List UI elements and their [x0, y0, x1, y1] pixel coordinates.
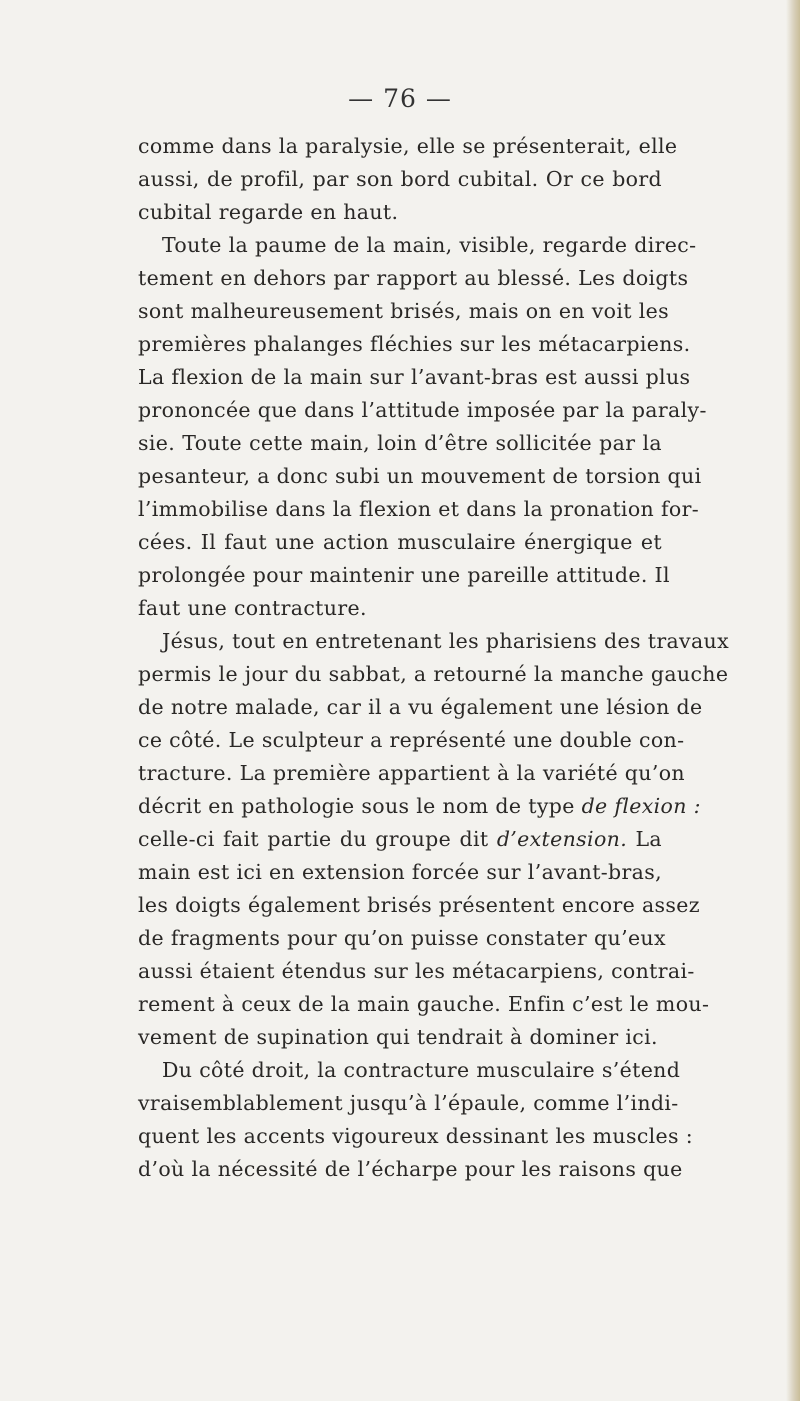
- text-line: main est ici en extension forcée sur l’avant-bras,: [138, 860, 662, 884]
- page-number: — 76 —: [348, 84, 452, 113]
- text-line: [138, 790, 701, 823]
- text-segment: La: [635, 827, 662, 851]
- text-line: prononcée que dans l’attitude imposée par la paraly-: [138, 398, 707, 422]
- text-segment: celle-ci fait partie du groupe dit: [138, 827, 489, 851]
- text-line: premières phalanges fléchies sur les métacarpiens.: [138, 332, 691, 356]
- text-line: d’où la nécessité de l’écharpe pour les raisons que: [138, 1157, 683, 1181]
- text-line: rement à ceux de la main gauche. Enfin c’est le mou-: [138, 992, 710, 1016]
- text-line: l’immobilise dans la flexion et dans la pronation for-: [138, 497, 700, 521]
- text-line: tement en dehors par rapport au blessé. Les doigts: [138, 266, 689, 290]
- text-line: ce côté. Le sculpteur a représenté une double con-: [138, 728, 685, 752]
- text-line: de fragments pour qu’on puisse constater qu’eux: [138, 926, 666, 950]
- text-line: faut une contracture.: [138, 596, 367, 620]
- text-line: prolongée pour maintenir une pareille attitude. Il: [138, 563, 670, 587]
- text-line: La flexion de la main sur l’avant-bras est aussi plus: [138, 365, 691, 389]
- body-text: [138, 130, 730, 1186]
- text-line: sont malheureusement brisés, mais on en voit les: [138, 299, 669, 323]
- text-line: les doigts également brisés présentent encore assez: [138, 893, 700, 917]
- text-line: Du côté droit, la contracture musculaire s’étend: [162, 1058, 681, 1082]
- text-line: aussi, de profil, par son bord cubital. Or ce bord: [138, 167, 662, 191]
- text-line: sie. Toute cette main, loin d’être sollicitée par la: [138, 431, 662, 455]
- italic-term-extension: d’extension.: [496, 827, 628, 851]
- text-line: vement de supination qui tendrait à dominer ici.: [138, 1025, 658, 1049]
- text-line: de notre malade, car il a vu également une lésion de: [138, 695, 703, 719]
- text-line: cubital regarde en haut.: [138, 200, 399, 224]
- text-line: pesanteur, a donc subi un mouvement de torsion qui: [138, 464, 702, 488]
- text-line: permis le jour du sabbat, a retourné la manche gauche: [138, 662, 729, 686]
- text-line: Toute la paume de la main, visible, regarde direc-: [162, 233, 697, 257]
- text-line: cées. Il faut une action musculaire énergique et: [138, 530, 662, 554]
- text-segment: décrit en pathologie sous le nom de type: [138, 794, 575, 818]
- page-edge-shadow: [786, 0, 800, 1401]
- text-line: [138, 823, 662, 856]
- italic-term-flexion: de flexion :: [581, 794, 701, 818]
- text-line: comme dans la paralysie, elle se présenterait, elle: [138, 134, 678, 158]
- text-line: aussi étaient étendus sur les métacarpiens, contrai-: [138, 959, 695, 983]
- text-line: tracture. La première appartient à la variété qu’on: [138, 761, 685, 785]
- text-line: vraisemblablement jusqu’à l’épaule, comme l’indi-: [138, 1091, 679, 1115]
- text-line: quent les accents vigoureux dessinant les muscles :: [138, 1124, 694, 1148]
- text-line: Jésus, tout en entretenant les pharisiens des travaux: [162, 629, 730, 653]
